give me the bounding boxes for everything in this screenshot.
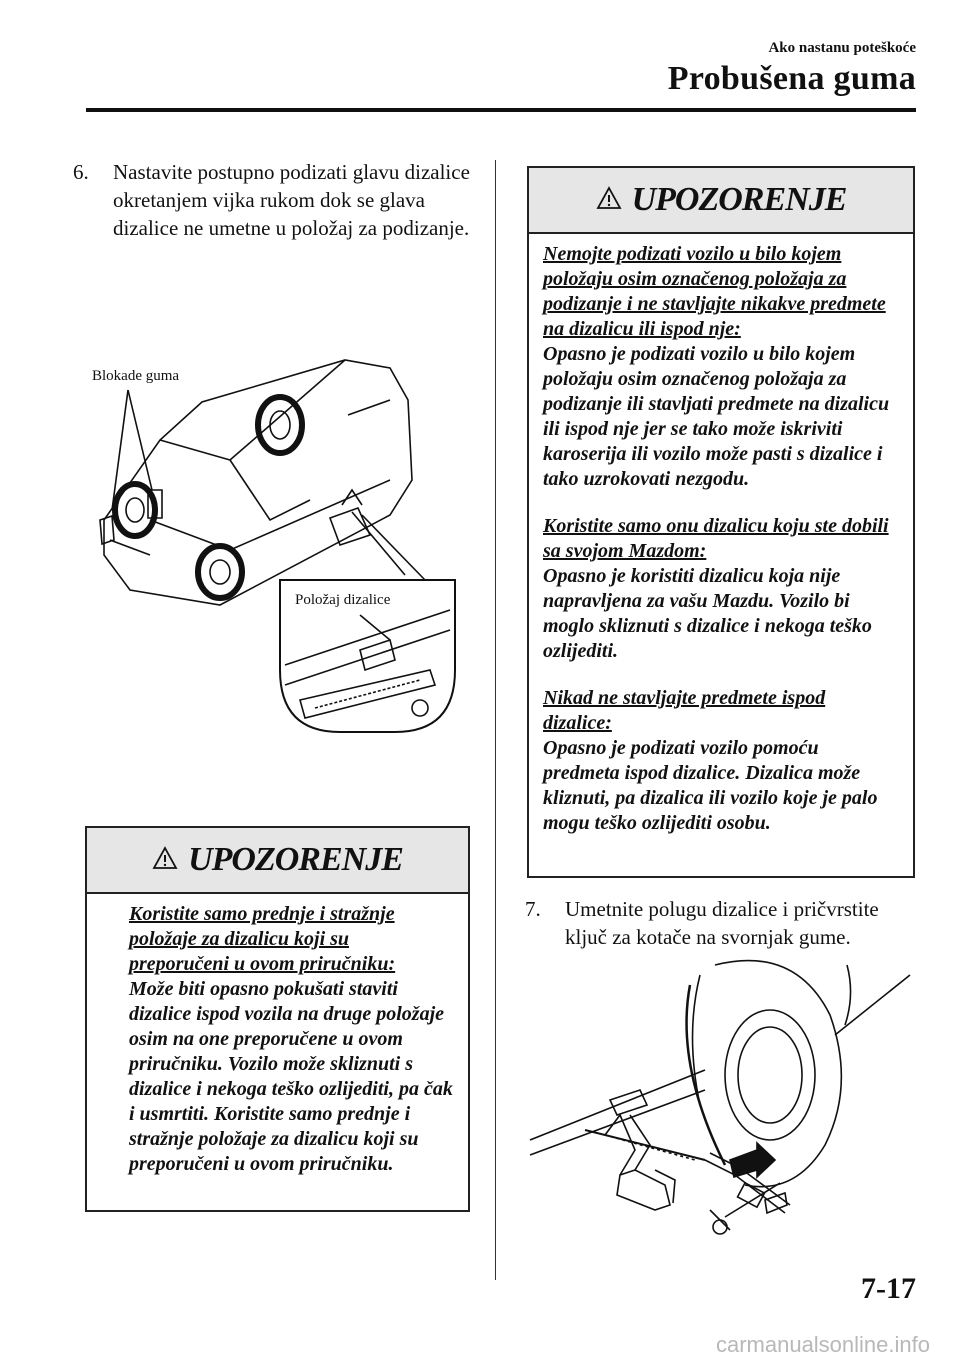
label-jack-position: Položaj dizalice: [295, 592, 391, 608]
warning-2-heading-2: Koristite samo onu dizalicu koju ste dobili sa svojom Mazdom:: [543, 515, 889, 562]
car-jack-illustration: [90, 340, 465, 740]
warning-1-heading: Koristite samo prednje i stražnje položaje za dizalicu koji su preporučeni u ovom priručniku:: [129, 903, 396, 975]
warning-2-text-2: Opasno je koristiti dizalicu koja nije napravljena za vašu Mazdu. Vozilo bi moglo skliznuti s dizalice i nekoga teško ozlijediti.: [543, 565, 872, 662]
step-6-text: Nastavite postupno podizati glavu dizalice okretanjem vijka rukom dok se glava dizalice ne umetne u položaj za podizanje.: [113, 160, 470, 240]
warning-2-header: [529, 168, 913, 234]
warning-2-heading-1: Nemojte podizati vozilo u bilo kojem položaju osim označenog položaja za podizanje i ne stavljajte nikakve predmete na dizalicu ili ispod nje:: [543, 243, 886, 340]
page-number: 7-17: [861, 1272, 916, 1305]
jack-handle-illustration: [525, 955, 920, 1250]
step-6: [73, 158, 473, 242]
step-7: [525, 895, 920, 951]
warning-1-title: UPOZORENJE: [188, 841, 403, 878]
section-header: Ako nastanu poteškoće: [768, 40, 916, 56]
warning-2-heading-3: Nikad ne stavljajte predmete ispod dizalice:: [543, 687, 826, 734]
warning-2-body: [529, 234, 913, 846]
warning-box-1: [85, 826, 470, 1212]
jack-handle-figure: [525, 955, 920, 1250]
warning-box-2: [527, 166, 915, 878]
warning-2-text-1: Opasno je podizati vozilo u bilo kojem položaju osim označenog položaja za podizanje ili stavljati predmete na dizalicu ili ispod nje jer se tako može iskriviti karoserija ili vozilo može pasti s dizalice i tako uzrokovati nezgodu.: [543, 343, 890, 490]
warning-2-text-3: Opasno je podizati vozilo pomoću predmeta ispod dizalice. Dizalica može kliznuti, pa dizalica ili vozilo koje je palo mogu teško ozlijediti osobu.: [543, 737, 878, 834]
warning-triangle-icon: [152, 846, 178, 875]
step-7-text: Umetnite polugu dizalice i pričvrstite ključ za kotače na svornjak gume.: [565, 897, 879, 949]
warning-2-title: UPOZORENJE: [631, 181, 847, 218]
page-title: Probušena guma: [667, 60, 916, 97]
step-6-number: 6.: [73, 160, 89, 184]
warning-1-header: [87, 828, 468, 894]
step-7-number: 7.: [525, 897, 541, 921]
jack-position-figure: [90, 340, 465, 740]
warning-1-body: [87, 894, 468, 1187]
watermark: carmanualsonline.info: [715, 1332, 930, 1357]
warning-triangle-icon: [596, 186, 622, 215]
column-divider: [495, 160, 496, 1280]
label-wheel-blocks: Blokade guma: [92, 368, 180, 384]
header-rule: [86, 108, 916, 112]
warning-1-text: Može biti opasno pokušati staviti dizalice ispod vozila na druge položaje osim na one preporučene u ovom priručniku. Vozilo može skliznuti s dizalice i nekoga teško ozlijediti, pa čak i usmrtiti. Koristite samo prednje i stražnje položaje za dizalicu koji su preporučeni u ovom priručniku.: [129, 978, 453, 1175]
